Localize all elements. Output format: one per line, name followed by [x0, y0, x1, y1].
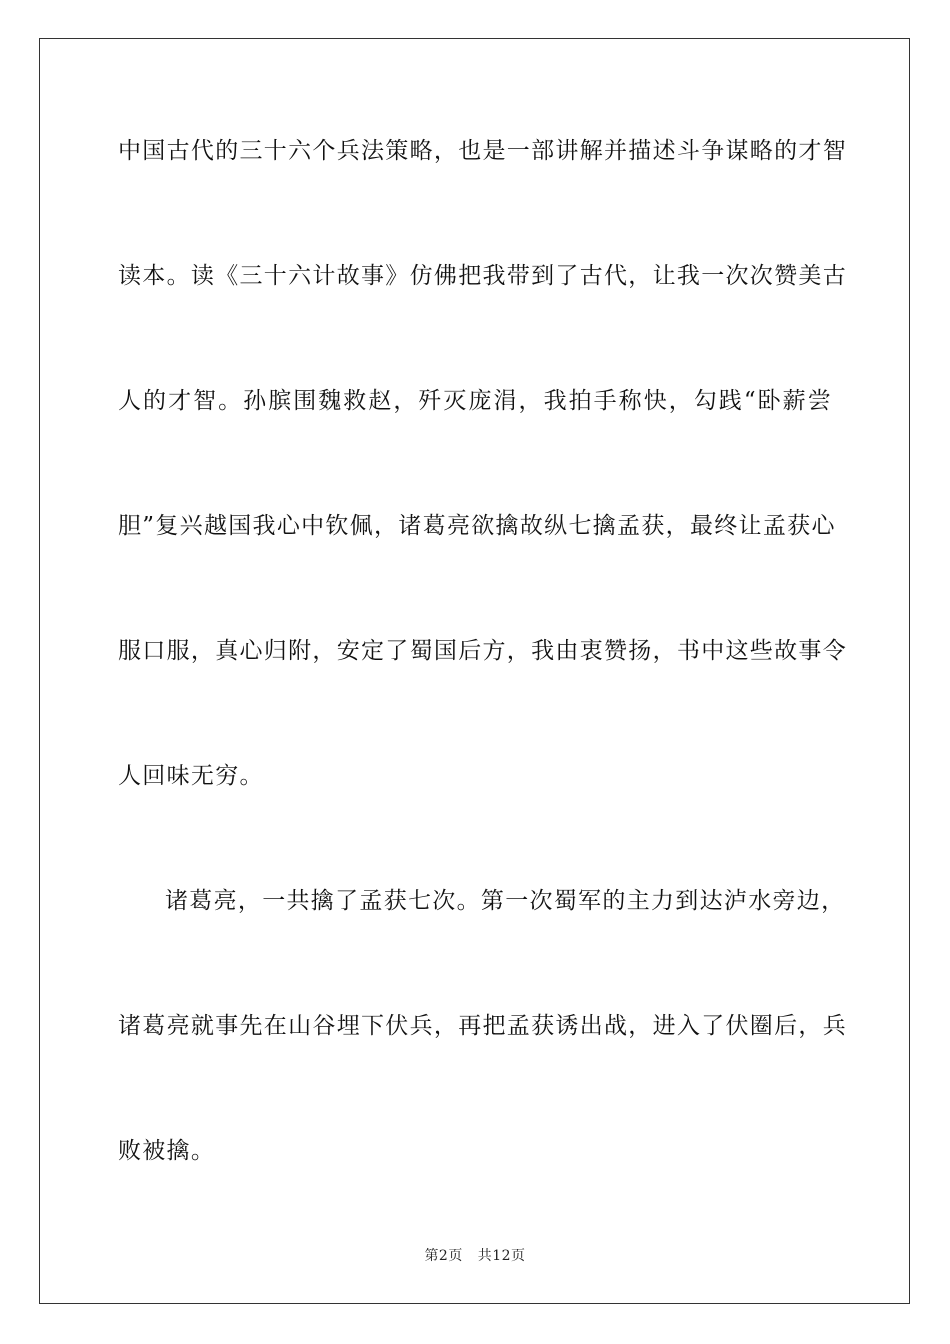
paragraph-line: 诸葛亮就事先在山谷埋下伏兵，再把孟获诱出战，进入了伏圈后，兵	[118, 1013, 847, 1039]
paragraph-line: 人回味无穷。	[118, 763, 264, 789]
paragraph-line: 败被擒。	[118, 1138, 216, 1164]
paragraph-line: 诸葛亮，一共擒了孟获七次。第一次蜀军的主力到达泸水旁边，	[165, 888, 846, 914]
paragraph-line: 读本。读《三十六计故事》仿佛把我带到了古代，让我一次次赞美古	[118, 263, 847, 289]
page-footer	[0, 1247, 950, 1265]
paragraph-line: 人的才智。孙膑围魏救赵，歼灭庞涓，我拍手称快，勾践“卧薪尝	[118, 388, 832, 414]
paragraph-line: 中国古代的三十六个兵法策略，也是一部讲解并描述斗争谋略的才智	[118, 138, 847, 164]
page-number: 第2页	[424, 1248, 463, 1264]
paragraph-line: 服口服，真心归附，安定了蜀国后方，我由衷赞扬，书中这些故事令	[118, 638, 847, 664]
paragraph-line: 胆”复兴越国我心中钦佩，诸葛亮欲擒故纵七擒孟获，最终让孟获心	[118, 513, 836, 539]
page-frame	[39, 38, 910, 1304]
page-total: 共12页	[477, 1248, 526, 1264]
